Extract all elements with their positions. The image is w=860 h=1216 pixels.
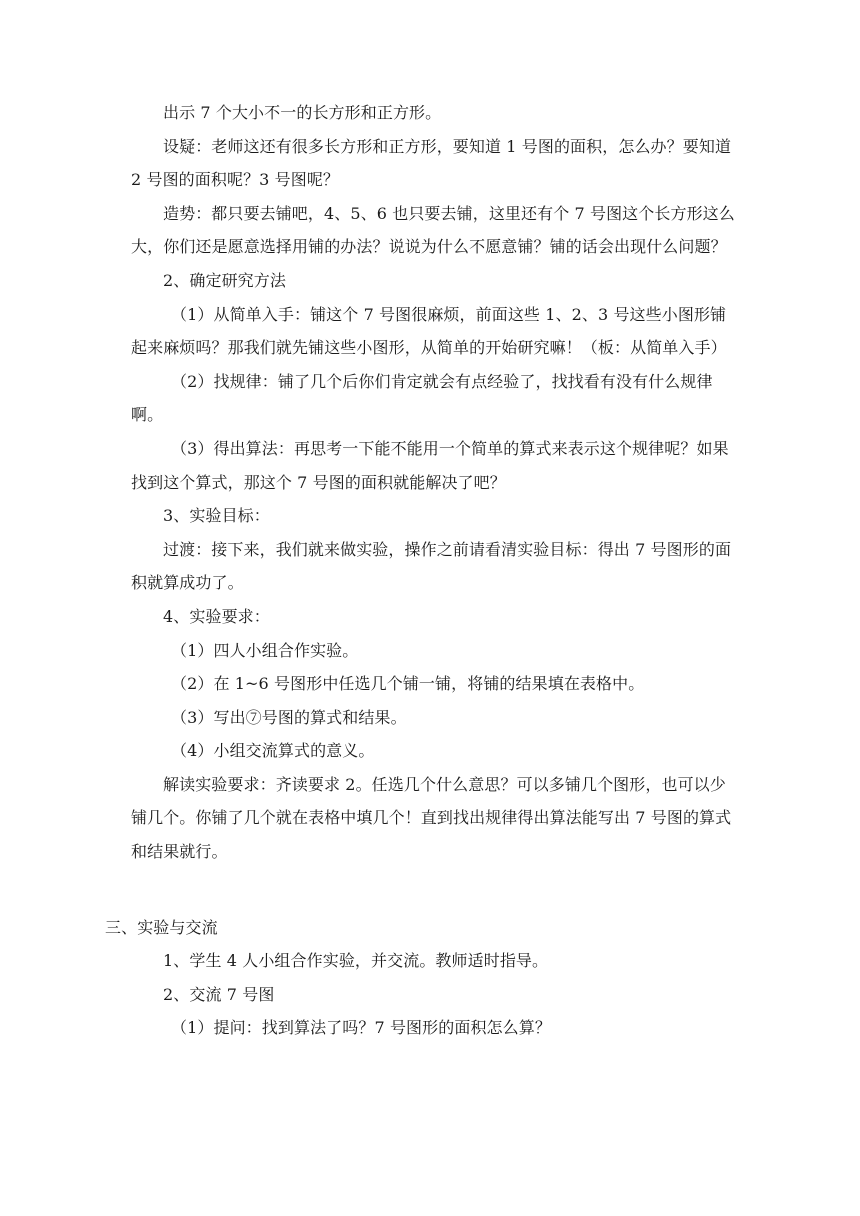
paragraph: 出示 7 个大小不一的长方形和正方形。 [163,103,442,122]
section-heading: 2、交流 7 号图 [163,984,275,1004]
blank-line [131,869,741,911]
paragraph: 1、学生 4 人小组合作实验，并交流。教师适时指导。 [163,951,549,971]
list-item: （4）小组交流算式的意义。 [171,741,375,761]
list-item: （1）提问：找到算法了吗？7 号图形的面积怎么算？ [171,1018,551,1038]
paragraph: （2）找规律：铺了几个后你们肯定就会有点经验了，找找看有没有什么规律啊。 [131,371,713,425]
chapter-heading: 三、实验与交流 [105,917,218,937]
paragraph: （3）得出算法：再思考一下能不能用一个简单的算式来表示这个规律呢？如果找到这个算式，那这个 7 号图的面积就能解决了吧？ [131,438,729,492]
section-heading: 4、实验要求： [163,606,270,626]
section-heading: 2、确定研究方法 [163,270,286,290]
list-item: （1）四人小组合作实验。 [171,640,359,660]
paragraph: 造势：都只要去铺吧，4、5、6 也只要去铺，这里还有个 7 号图这个长方形这么大，你们还是愿意选择用铺的办法？说说为什么不愿意铺？铺的话会出现什么问题？ [131,203,735,257]
section-heading: 3、实验目标： [163,506,270,526]
paragraph: 过渡：接下来，我们就来做实验，操作之前请看清实验目标：得出 7 号图形的面积就算成功了。 [131,539,732,593]
list-item: （3）写出⑦号图的算式和结果。 [171,707,407,727]
paragraph: （1）从简单入手：铺这个 7 号图很麻烦，前面这些 1、2、3 号这些小图形铺起来麻烦吗？那我们就先铺这些小图形，从简单的开始研究嘛！（板：从简单入手） [131,304,727,358]
document-body [105,96,741,1045]
paragraph: 设疑：老师这还有很多长方形和正方形，要知道 1 号图的面积，怎么办？要知道 2 号图的面积呢？3 号图呢？ [131,136,732,190]
paragraph: 解读实验要求：齐读要求 2。任选几个什么意思？可以多铺几个图形，也可以少铺几个。你铺了几个就在表格中填几个！直到找出规律得出算法能写出 7 号图的算式和结果就行。 [131,774,732,862]
list-item: （2）在 1~6 号图形中任选几个铺一铺，将铺的结果填在表格中。 [171,674,645,694]
